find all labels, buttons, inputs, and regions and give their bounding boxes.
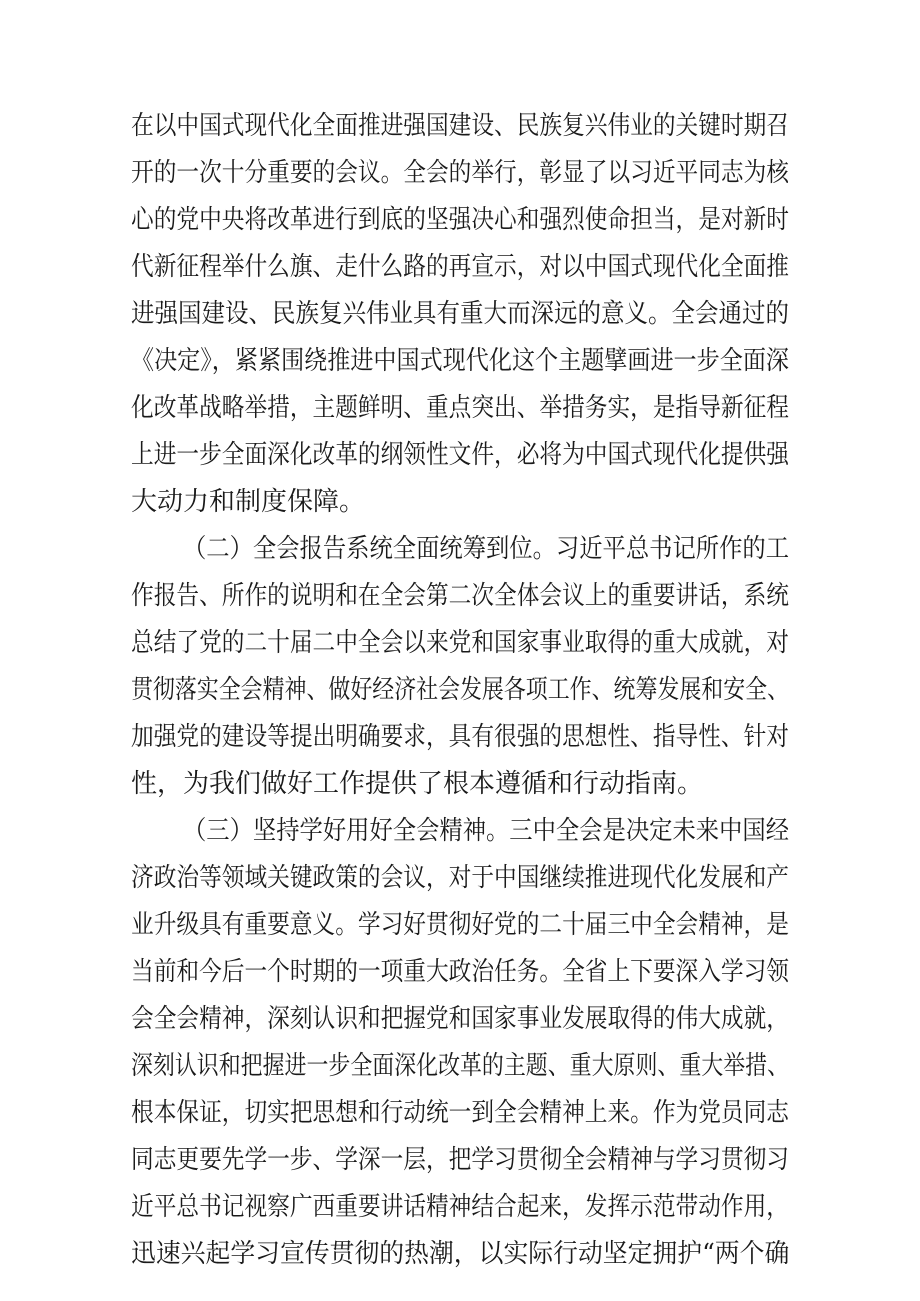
text-line: 心的党中央将改革进行到底的坚强决心和强烈使命担当，是对新时 xyxy=(131,205,790,235)
text-line: 当前和今后一个时期的一项重大政治任务。全省上下要深入学习领 xyxy=(131,957,790,987)
text-line: 根本保证，切实把思想和行动统一到全会精神上来。作为党员同志 xyxy=(131,1098,790,1128)
text-line: 会全会精神，深刻认识和把握党和国家事业发展取得的伟大成就， xyxy=(131,1004,790,1034)
text-line: 业升级具有重要意义。学习好贯彻好党的二十届三中全会精神，是 xyxy=(131,910,790,940)
text-line: 加强党的建设等提出明确要求，具有很强的思想性、指导性、针对 xyxy=(131,722,790,752)
text-line: 在以中国式现代化全面推进强国建设、民族复兴伟业的关键时期召 xyxy=(131,111,790,141)
text-line: 济政治等领域关键政策的会议，对于中国继续推进现代化发展和产 xyxy=(131,863,790,893)
text-line: 贯彻落实全会精神、做好经济社会发展各项工作、统筹发展和安全、 xyxy=(131,675,790,705)
text-line: 开的一次十分重要的会议。全会的举行，彰显了以习近平同志为核 xyxy=(131,158,790,188)
text-line: 深刻认识和把握进一步全面深化改革的主题、重大原则、重大举措、 xyxy=(131,1051,790,1081)
text-line: 化改革战略举措，主题鲜明、重点突出、举措务实，是指导新征程 xyxy=(131,393,790,423)
text-line: 上进一步全面深化改革的纲领性文件，必将为中国式现代化提供强 xyxy=(131,440,790,470)
text-line: 代新征程举什么旗、走什么路的再宣示，对以中国式现代化全面推 xyxy=(131,252,790,282)
text-line: 《决定》，紧紧围绕推进中国式现代化这个主题擘画进一步全面深 xyxy=(131,346,790,376)
text-line: 迅速兴起学习宣传贯彻的热潮，以实际行动坚定拥护“两个确 xyxy=(131,1239,790,1269)
text-line: 总结了党的二十届二中全会以来党和国家事业取得的重大成就，对 xyxy=(131,628,790,658)
text-line: 作报告、所作的说明和在全会第二次全体会议上的重要讲话，系统 xyxy=(131,581,790,611)
text-line: 近平总书记视察广西重要讲话精神结合起来，发挥示范带动作用， xyxy=(131,1192,790,1222)
section-heading-3: （三）坚持学好用好全会精神。三中全会是决定未来中国经 xyxy=(183,816,790,846)
text-line: 性，为我们做好工作提供了根本遵循和行动指南。 xyxy=(131,769,704,799)
text-line: 同志更要先学一步、学深一层，把学习贯彻全会精神与学习贯彻习 xyxy=(131,1145,790,1175)
text-line: 进强国建设、民族复兴伟业具有重大而深远的意义。全会通过的 xyxy=(131,299,790,329)
text-line: 大动力和制度保障。 xyxy=(131,487,366,517)
section-heading-2: （二）全会报告系统全面统筹到位。习近平总书记所作的工 xyxy=(183,534,790,564)
